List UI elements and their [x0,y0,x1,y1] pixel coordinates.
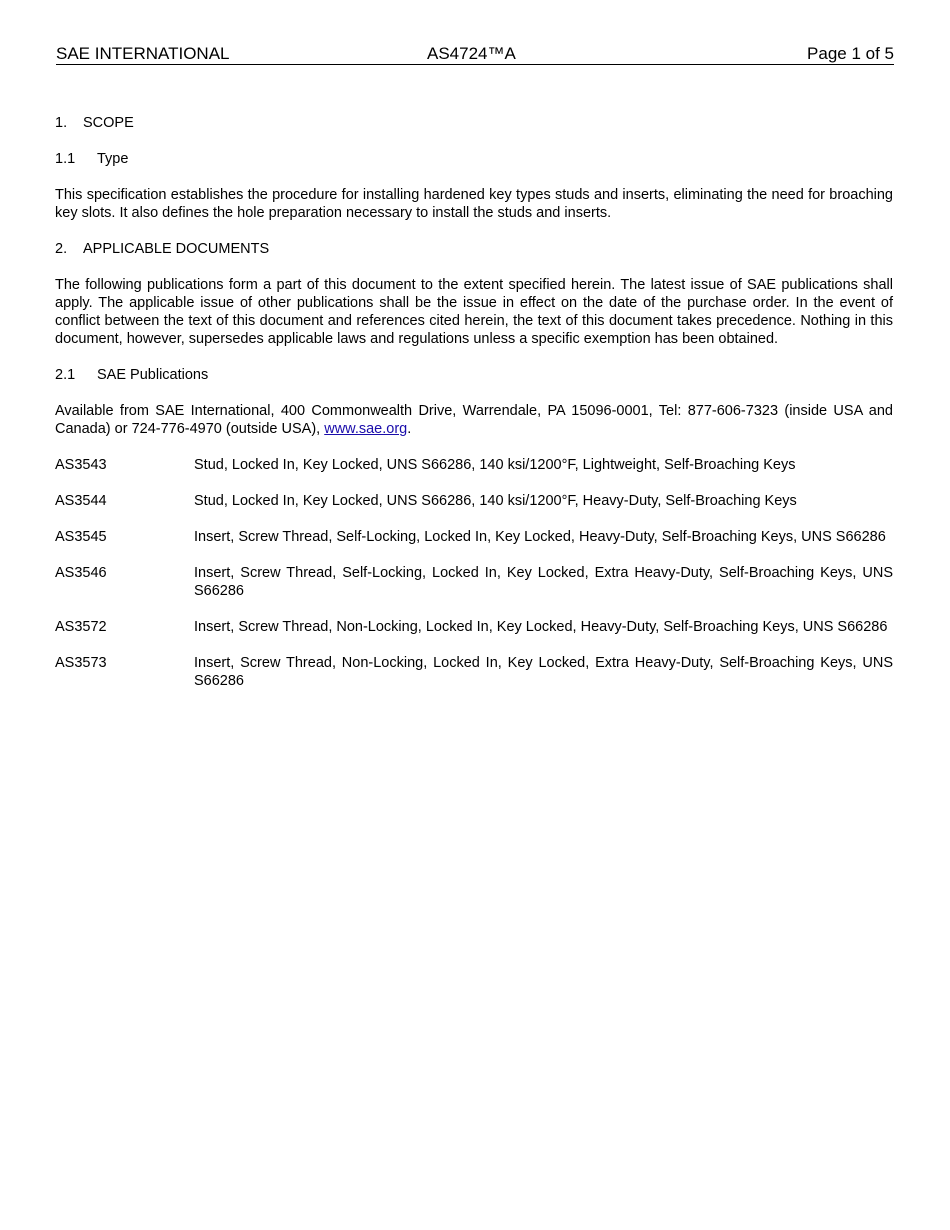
section-number: 2. [55,241,68,257]
subsection-title: SAE Publications [97,367,209,383]
header-page-number: Page 1 of 5 [807,44,894,63]
document-title: Insert, Screw Thread, Self-Locking, Locked In, Key Locked, Extra Heavy-Duty, Self-Broaching Keys, UNS S66286 [194,565,893,599]
page-header [56,44,894,65]
availability-text: Available from SAE International, 400 Commonwealth Drive, Warrendale, PA 15096-0001, Tel: 877-606-7323 (inside USA and Canada) or 724-776-4970 (outside USA), [55,403,893,437]
header-organization: SAE INTERNATIONAL [56,44,230,63]
section-heading-scope [55,114,893,132]
subsection-number: 2.1 [55,367,76,383]
document-list [55,456,893,690]
document-title: Insert, Screw Thread, Self-Locking, Locked In, Key Locked, Heavy-Duty, Self-Broaching Keys, UNS S66286 [194,529,886,545]
section-heading-applicable-documents [55,240,893,258]
section-title: APPLICABLE DOCUMENTS [83,241,270,257]
document-id: AS3546 [55,565,107,581]
document-row [55,528,893,546]
document-body [55,114,893,708]
document-id: AS3543 [55,457,107,473]
document-id: AS3545 [55,529,107,545]
type-paragraph: This specification establishes the procedure for installing hardened key types studs and inserts, eliminating the need for broaching key slots. It also defines the hole preparation necessary to install the studs and inserts. [55,187,893,221]
document-title: Insert, Screw Thread, Non-Locking, Locked In, Key Locked, Extra Heavy-Duty, Self-Broaching Keys, UNS S66286 [194,655,893,689]
sae-website-link[interactable]: www.sae.org [324,421,408,437]
document-id: AS3572 [55,619,107,635]
sae-publications-paragraph [55,402,893,438]
subsection-title: Type [97,151,129,167]
subsection-heading-type [55,150,893,168]
applicable-documents-paragraph: The following publications form a part of this document to the extent specified herein. The latest issue of SAE publications shall apply. The applicable issue of other publications shall be the issue in effect on the date of the purchase order. In the event of conflict between the text of this document and references cited herein, the text of this document takes precedence. Nothing in this document, however, supersedes applicable laws and regulations unless a specific exemption has been obtained. [55,277,893,347]
subsection-heading-sae-publications [55,366,893,384]
section-title: SCOPE [83,115,134,131]
availability-text-end: . [407,421,412,437]
document-row [55,456,893,474]
document-title: Stud, Locked In, Key Locked, UNS S66286, 140 ksi/1200°F, Heavy-Duty, Self-Broaching Keys [194,493,797,509]
section-number: 1. [55,115,68,131]
document-row [55,492,893,510]
subsection-number: 1.1 [55,151,76,167]
document-id: AS3544 [55,493,107,509]
document-row [55,564,893,600]
document-id: AS3573 [55,655,107,671]
header-document-number: AS4724™A [427,44,516,63]
document-row [55,618,893,636]
document-row [55,654,893,690]
document-title: Insert, Screw Thread, Non-Locking, Locked In, Key Locked, Heavy-Duty, Self-Broaching Keys, UNS S66286 [194,619,888,635]
document-title: Stud, Locked In, Key Locked, UNS S66286, 140 ksi/1200°F, Lightweight, Self-Broaching Keys [194,457,796,473]
